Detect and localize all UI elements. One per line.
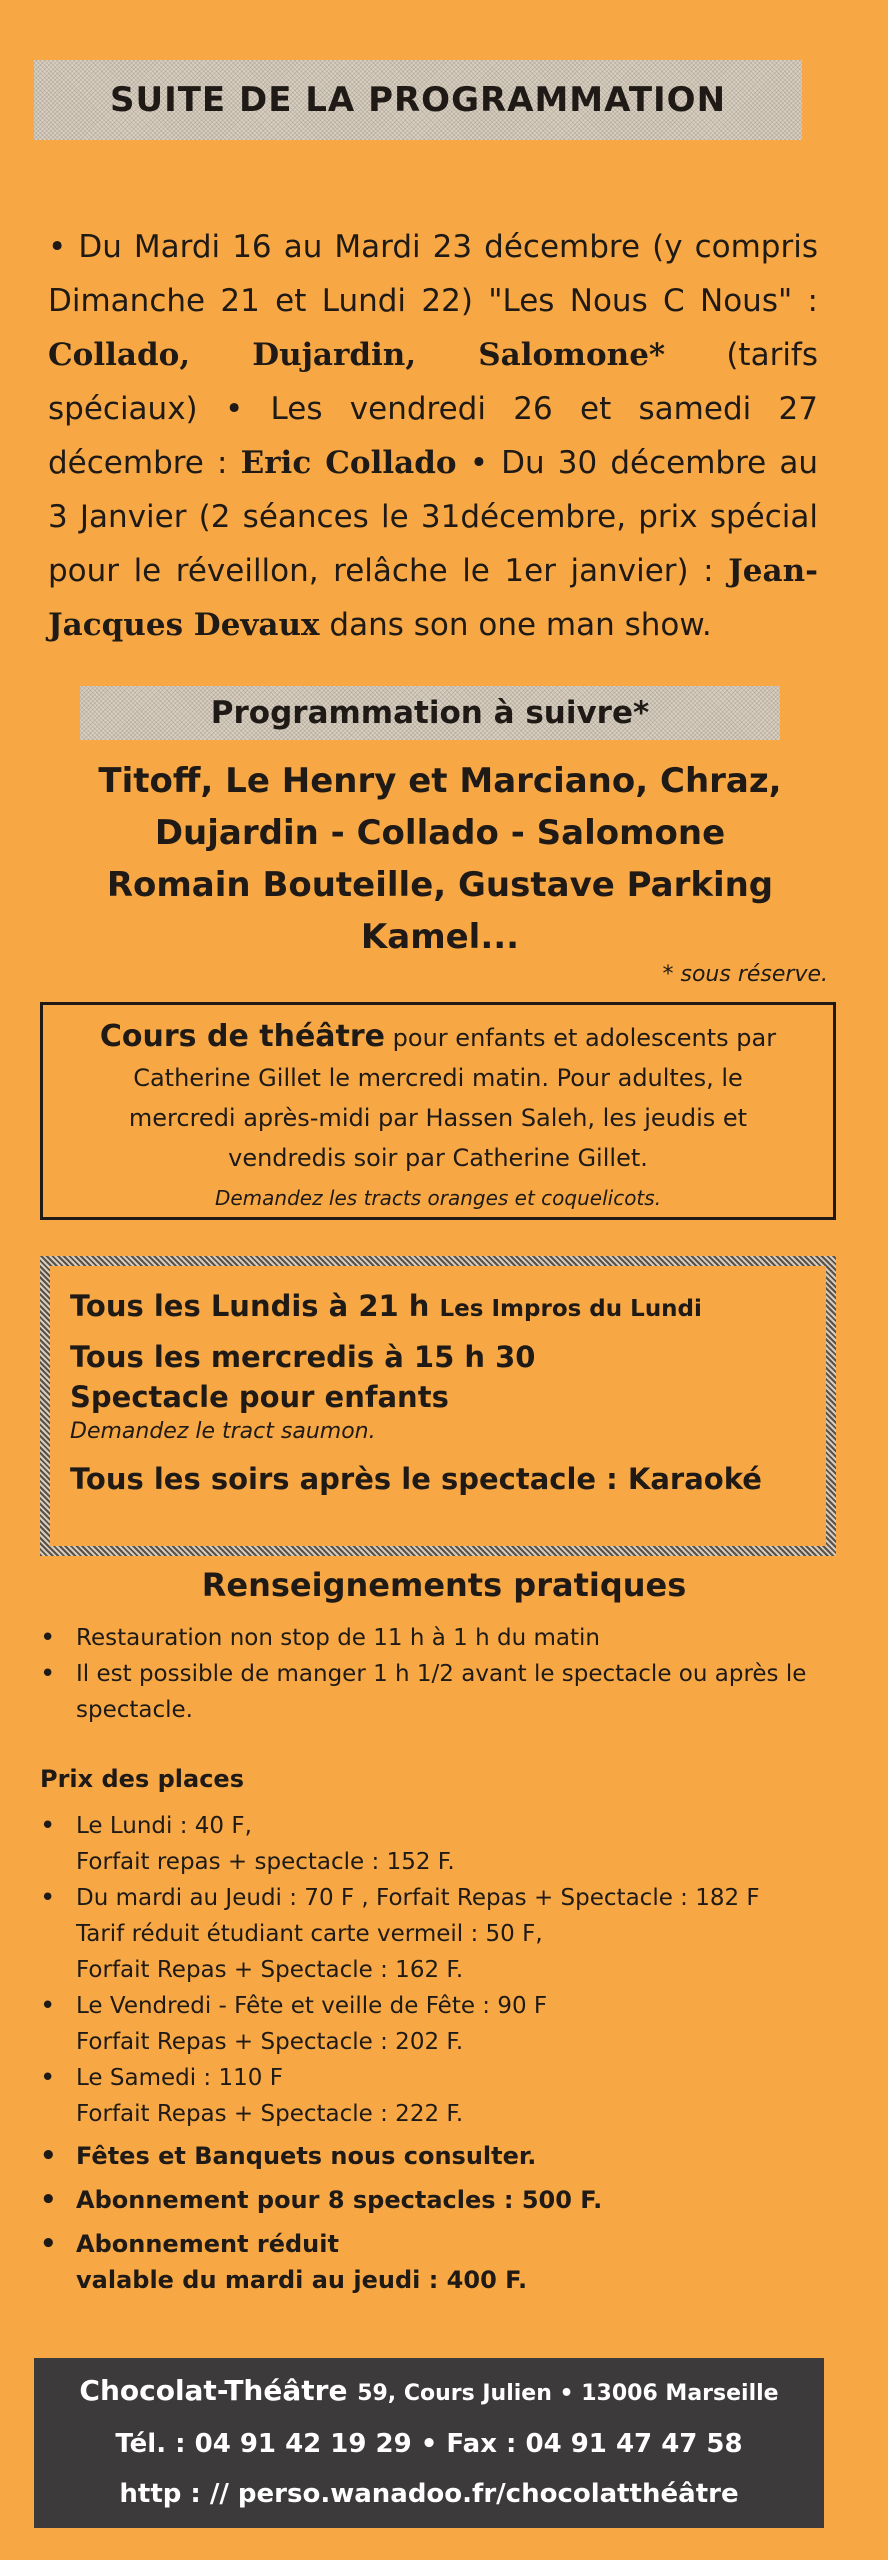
artists-line: Romain Bouteille, Gustave Parking	[106, 865, 774, 905]
price-line: • Le Vendredi - Fête et veille de Fête : 90 F	[76, 1993, 548, 2019]
weekly-events-box	[40, 1256, 836, 1556]
list-item	[40, 1988, 840, 2060]
price-line: Forfait repas + spectacle : 152 F.	[76, 1849, 455, 1875]
price-line: Forfait Repas + Spectacle : 162 F.	[76, 1957, 464, 1983]
practical-info-list	[40, 1620, 840, 1728]
prices-list	[40, 1808, 840, 2298]
monday-time: Tous les Lundis à 21 h	[70, 1289, 430, 1323]
footer-line-1	[34, 2358, 824, 2419]
karaoke-event: Tous les soirs après le spectacle : Karaoké	[70, 1462, 762, 1496]
programme-text-4: dans son one man show.	[329, 607, 712, 643]
courses-title: Cours de théâtre	[99, 1019, 386, 1054]
section-title-suite: SUITE DE LA PROGRAMMATION	[34, 60, 802, 140]
theatre-phone: Tél. : 04 91 42 19 29 • Fax : 04 91 47 47 58	[115, 2429, 743, 2459]
courses-line-2: Catherine Gillet le mercredi matin. Pour adultes, le	[133, 1064, 743, 1092]
list-item	[40, 1880, 840, 1988]
price-line: Forfait Repas + Spectacle : 222 F.	[76, 2101, 464, 2127]
prices-title: Prix des places	[40, 1765, 244, 1793]
monday-event	[70, 1286, 826, 1329]
list-item: • Restauration non stop de 11 h à 1 h du matin	[40, 1620, 840, 1656]
list-item	[40, 2060, 840, 2132]
artists-line: Kamel...	[360, 917, 520, 957]
programme-text-3: • Du 30 décembre au 3 Janvier (2 séances le 31décembre, prix spécial pour le réveillon, relâche le 1er janvier) :	[48, 445, 818, 589]
salmon-tract-note: Demandez le tract saumon.	[70, 1419, 376, 1444]
price-line: • Le Samedi : 110 F	[76, 2065, 283, 2091]
list-item	[40, 1808, 840, 1880]
price-line: • Le Lundi : 40 F,	[76, 1813, 252, 1839]
price-line: • Fêtes et Banquets nous consulter.	[76, 2142, 537, 2170]
theatre-courses-box	[40, 1002, 836, 1220]
wednesday-time: Tous les mercredis à 15 h 30	[70, 1340, 536, 1374]
monday-show: Les Impros du Lundi	[439, 1296, 702, 1322]
programme-paragraph	[48, 220, 818, 652]
price-line: • Abonnement réduit	[76, 2230, 339, 2258]
theatre-address: 59, Cours Julien • 13006 Marseille	[357, 2381, 779, 2406]
artists-line: Titoff, Le Henry et Marciano, Chraz,	[98, 761, 782, 801]
courses-text: pour enfants et adolescents par	[392, 1024, 777, 1052]
programme-text-2: (tarifs spéciaux) • Les vendredi 26 et samedi 27 décembre :	[48, 337, 818, 481]
theatre-url: http : // perso.wanadoo.fr/chocolatthéâtre	[119, 2479, 739, 2509]
price-line: Tarif réduit étudiant carte vermeil : 50 F,	[76, 1921, 543, 1947]
artists-line: Dujardin - Collado - Salomone	[154, 813, 726, 853]
programme-artist-2: Eric Collado	[240, 445, 457, 481]
programme-artists-1: Collado, Dujardin, Salomone*	[48, 337, 666, 373]
courses-line-1	[43, 1017, 833, 1058]
courses-line-3: mercredi après-midi par Hassen Saleh, les jeudis et	[128, 1104, 748, 1132]
upcoming-artists	[40, 755, 840, 963]
list-item	[40, 2182, 840, 2218]
list-item	[40, 2226, 840, 2298]
children-show: Spectacle pour enfants	[70, 1380, 449, 1414]
practical-info-title: Renseignements pratiques	[201, 1566, 687, 1604]
programme-artist-3: Jean-Jacques Devaux	[48, 553, 818, 643]
price-line: Forfait Repas + Spectacle : 202 F.	[76, 2029, 464, 2055]
price-line: • Du mardi au Jeudi : 70 F , Forfait Repas + Spectacle : 182 F	[76, 1885, 760, 1911]
price-line: valable du mardi au jeudi : 400 F.	[76, 2266, 528, 2294]
theatre-name: Chocolat-Théâtre	[79, 2374, 348, 2407]
section-title-suivre: Programmation à suivre*	[80, 686, 780, 740]
courses-note: Demandez les tracts oranges et coquelicots.	[214, 1186, 662, 1210]
list-item	[40, 2138, 840, 2174]
programme-text-1: • Du Mardi 16 au Mardi 23 décembre (y compris Dimanche 21 et Lundi 22) "Les Nous C Nous" :	[48, 229, 818, 319]
reserve-note: * sous réserve.	[662, 962, 828, 987]
contact-footer	[34, 2358, 824, 2528]
courses-line-4: vendredis soir par Catherine Gillet.	[228, 1144, 648, 1172]
price-line: • Abonnement pour 8 spectacles : 500 F.	[76, 2186, 603, 2214]
list-item: • Il est possible de manger 1 h 1/2 avant le spectacle ou après le spectacle.	[40, 1656, 840, 1728]
